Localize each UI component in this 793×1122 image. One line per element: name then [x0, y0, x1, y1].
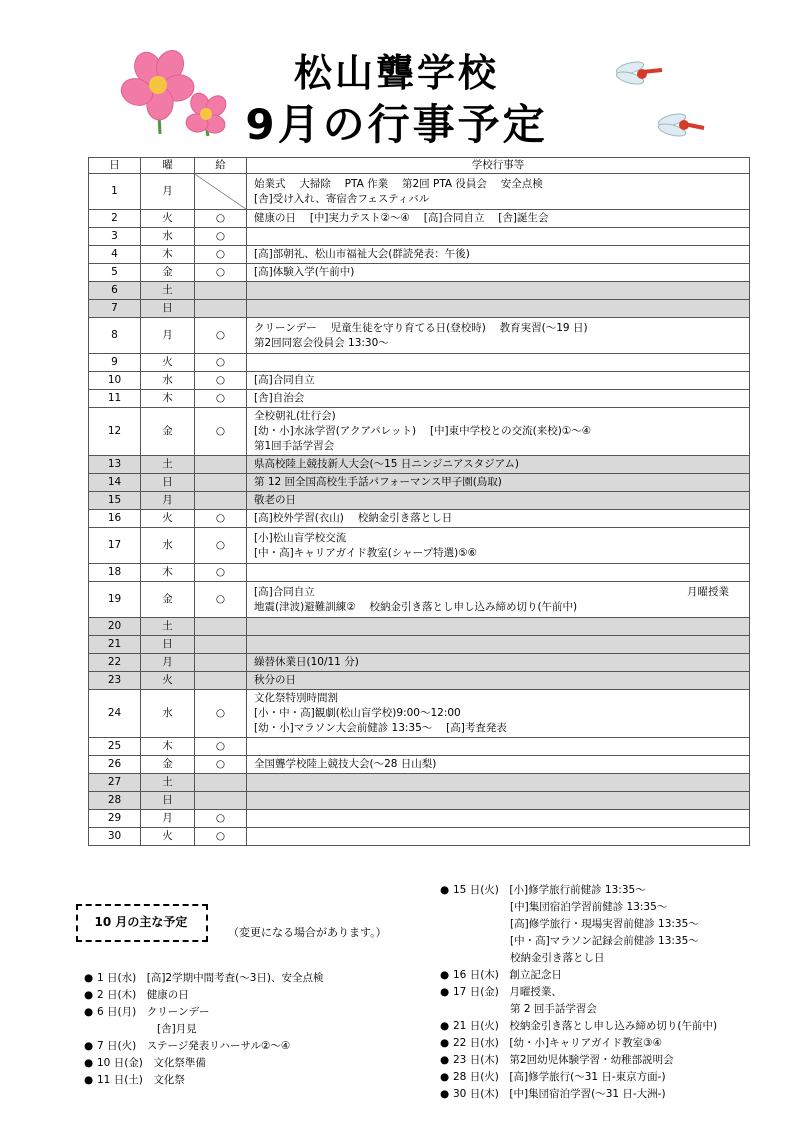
events-cell	[247, 654, 750, 672]
weekday-cell: 木	[141, 564, 195, 582]
lunch-cell	[195, 492, 247, 510]
october-item	[440, 1018, 717, 1035]
bullet-icon: ●	[440, 969, 450, 981]
events-cell	[247, 408, 750, 456]
october-item	[440, 1001, 717, 1018]
table-row	[89, 738, 750, 756]
lunch-cell	[195, 456, 247, 474]
table-row	[89, 582, 750, 618]
header-lunch: 給	[195, 158, 247, 174]
weekday-cell: 土	[141, 774, 195, 792]
event-line: 文化祭特別時間割	[254, 692, 338, 704]
lunch-cell: ○	[195, 828, 247, 846]
header-weekday: 曜	[141, 158, 195, 174]
october-text: [舎]月見	[157, 1023, 197, 1035]
header-day: 日	[89, 158, 141, 174]
october-item	[84, 1055, 323, 1072]
day-cell: 25	[89, 738, 141, 756]
table-row	[89, 300, 750, 318]
lunch-cell	[195, 174, 247, 210]
lunch-cell	[195, 654, 247, 672]
schedule-body	[89, 174, 750, 846]
weekday-cell: 火	[141, 828, 195, 846]
october-text: 校納金引き落とし申し込み締め切り(午前中)	[509, 1020, 718, 1032]
bullet-icon: ●	[84, 989, 94, 1001]
weekday-cell: 木	[141, 390, 195, 408]
events-cell	[247, 528, 750, 564]
table-row	[89, 390, 750, 408]
october-left-list	[84, 970, 323, 1089]
table-row	[89, 636, 750, 654]
bullet-icon: ●	[440, 986, 450, 998]
october-text: クリーンデー	[146, 1006, 210, 1018]
events-cell	[247, 582, 750, 618]
header-events: 学校行事等	[247, 158, 750, 174]
events-cell	[247, 738, 750, 756]
october-text: 健康の日	[146, 989, 189, 1001]
event-line: 地震(津波)避難訓練② 校納金引き落とし申し込み締め切り(午前中)	[254, 600, 578, 613]
lunch-cell: ○	[195, 354, 247, 372]
event-note: 月曜授業	[687, 585, 729, 598]
schedule-table	[88, 157, 750, 846]
day-cell: 5	[89, 264, 141, 282]
october-date: 1 日(水)	[97, 972, 137, 984]
day-cell: 1	[89, 174, 141, 210]
october-text: [幼・小]キャリアガイド教室③④	[509, 1037, 663, 1049]
day-cell: 11	[89, 390, 141, 408]
lunch-cell	[195, 636, 247, 654]
events-cell	[247, 564, 750, 582]
table-row	[89, 492, 750, 510]
bullet-icon: ●	[84, 1006, 94, 1018]
lunch-cell	[195, 618, 247, 636]
weekday-cell: 月	[141, 492, 195, 510]
events-cell	[247, 636, 750, 654]
table-row	[89, 282, 750, 300]
table-row	[89, 210, 750, 228]
table-row	[89, 228, 750, 246]
october-date: 22 日(水)	[453, 1037, 499, 1049]
lunch-cell: ○	[195, 810, 247, 828]
lunch-cell: ○	[195, 210, 247, 228]
october-date: 6 日(月)	[97, 1006, 137, 1018]
weekday-cell: 水	[141, 690, 195, 738]
october-item	[440, 916, 717, 933]
flower-icon	[108, 44, 238, 139]
lunch-cell: ○	[195, 318, 247, 354]
weekday-cell: 月	[141, 174, 195, 210]
october-item	[84, 1038, 323, 1055]
october-item	[84, 1072, 323, 1089]
events-cell	[247, 300, 750, 318]
lunch-cell: ○	[195, 246, 247, 264]
table-row	[89, 828, 750, 846]
table-row	[89, 564, 750, 582]
october-text: [高]2学期中間考査(～3日)、安全点検	[146, 972, 324, 984]
table-row	[89, 354, 750, 372]
lunch-cell: ○	[195, 510, 247, 528]
events-cell	[247, 828, 750, 846]
day-cell: 19	[89, 582, 141, 618]
october-note: （変更になる場合があります。）	[228, 926, 387, 939]
lunch-cell	[195, 774, 247, 792]
event-line: 第2回同窓会役員会 13:30～	[254, 336, 389, 349]
weekday-cell: 火	[141, 510, 195, 528]
table-row	[89, 618, 750, 636]
october-date: 21 日(火)	[453, 1020, 499, 1032]
weekday-cell: 火	[141, 354, 195, 372]
event-line: [高]体験入学(午前中)	[254, 266, 355, 278]
october-text: [中]集団宿泊学習(～31 日-大洲-)	[509, 1088, 666, 1100]
events-cell	[247, 618, 750, 636]
october-text: [小]修学旅行前健診 13:35～	[509, 884, 646, 896]
table-row	[89, 528, 750, 564]
table-row	[89, 408, 750, 456]
october-text: 第 2 回手話学習会	[510, 1003, 597, 1015]
day-cell: 26	[89, 756, 141, 774]
weekday-cell: 月	[141, 810, 195, 828]
day-cell: 14	[89, 474, 141, 492]
event-line: [中・高]キャリアガイド教室(シャープ特選)⑤⑥	[254, 546, 478, 559]
event-line: [高]部朝礼、松山市福祉大会(群読発表：午後)	[254, 248, 470, 260]
table-row	[89, 318, 750, 354]
october-text: [高]修学旅行・現場実習前健診 13:35～	[510, 918, 699, 930]
lunch-cell: ○	[195, 738, 247, 756]
table-row	[89, 456, 750, 474]
events-cell	[247, 318, 750, 354]
event-text: [高]合同自立	[254, 585, 315, 598]
weekday-cell: 金	[141, 408, 195, 456]
event-line: 敬老の日	[254, 494, 296, 506]
lunch-cell	[195, 300, 247, 318]
october-text: 文化祭	[153, 1074, 185, 1086]
table-row	[89, 246, 750, 264]
lunch-cell	[195, 474, 247, 492]
day-cell: 9	[89, 354, 141, 372]
october-item	[440, 950, 717, 967]
table-row	[89, 792, 750, 810]
event-line: 全国聾学校陸上競技大会(～28 日山梨)	[254, 758, 437, 770]
events-cell	[247, 246, 750, 264]
october-item	[440, 1035, 717, 1052]
october-text: 月曜授業、	[509, 986, 562, 998]
table-row	[89, 672, 750, 690]
events-cell	[247, 174, 750, 210]
october-date: 2 日(木)	[97, 989, 137, 1001]
october-date: 17 日(金)	[453, 986, 499, 998]
lunch-cell: ○	[195, 690, 247, 738]
table-row	[89, 756, 750, 774]
day-cell: 16	[89, 510, 141, 528]
day-cell: 4	[89, 246, 141, 264]
day-cell: 3	[89, 228, 141, 246]
table-row	[89, 690, 750, 738]
lunch-cell	[195, 792, 247, 810]
lunch-cell: ○	[195, 228, 247, 246]
table-row	[89, 810, 750, 828]
weekday-cell: 月	[141, 654, 195, 672]
lunch-cell: ○	[195, 390, 247, 408]
day-cell: 6	[89, 282, 141, 300]
table-row	[89, 474, 750, 492]
events-cell	[247, 690, 750, 738]
weekday-cell: 月	[141, 318, 195, 354]
event-line: 第 12 回全国高校生手話パフォーマンス甲子園(鳥取)	[254, 476, 502, 488]
event-line: 繰替休業日(10/11 分)	[254, 656, 359, 668]
bullet-icon: ●	[84, 972, 94, 984]
october-text: ステージ発表リハーサル②～④	[146, 1040, 291, 1052]
day-cell: 30	[89, 828, 141, 846]
weekday-cell: 日	[141, 636, 195, 654]
event-line	[254, 585, 745, 600]
event-line: 県高校陸上競技新人大会(～15 日ニンジニアスタジアム)	[254, 458, 519, 470]
bullet-icon: ●	[84, 1040, 94, 1052]
event-line: [高]校外学習(衣山) 校納金引き落とし日	[254, 512, 453, 524]
weekday-cell: 水	[141, 372, 195, 390]
october-item	[440, 984, 717, 1001]
table-header-row	[89, 158, 750, 174]
weekday-cell: 木	[141, 738, 195, 756]
lunch-cell: ○	[195, 264, 247, 282]
event-line: [舎]自治会	[254, 392, 305, 404]
lunch-cell: ○	[195, 564, 247, 582]
october-text: 創立記念日	[509, 969, 562, 981]
october-item	[440, 882, 717, 899]
event-line: 第1回手話学習会	[254, 440, 335, 452]
day-cell: 8	[89, 318, 141, 354]
event-line: 始業式 大掃除 PTA 作業 第2回 PTA 役員会 安全点検	[254, 177, 543, 190]
day-cell: 20	[89, 618, 141, 636]
october-item	[440, 899, 717, 916]
day-cell: 18	[89, 564, 141, 582]
bullet-icon: ●	[440, 1037, 450, 1049]
weekday-cell: 金	[141, 582, 195, 618]
october-date: 23 日(木)	[453, 1054, 499, 1066]
october-date: 16 日(木)	[453, 969, 499, 981]
events-cell	[247, 672, 750, 690]
event-line: 秋分の日	[254, 674, 296, 686]
events-cell	[247, 390, 750, 408]
day-cell: 28	[89, 792, 141, 810]
school-title: 松山聾学校	[293, 51, 499, 95]
october-right-list	[440, 882, 717, 1103]
day-cell: 13	[89, 456, 141, 474]
event-line: クリーンデー 児童生徒を守り育てる日(登校時) 教育実習(～19 日)	[254, 321, 588, 334]
events-cell	[247, 228, 750, 246]
october-item	[84, 970, 323, 987]
bullet-icon: ●	[440, 884, 450, 896]
weekday-cell: 水	[141, 528, 195, 564]
events-cell	[247, 510, 750, 528]
events-cell	[247, 774, 750, 792]
october-item	[440, 933, 717, 950]
october-item	[440, 1069, 717, 1086]
october-date: 15 日(火)	[453, 884, 499, 896]
weekday-cell: 火	[141, 672, 195, 690]
table-row	[89, 774, 750, 792]
month-title: 9月の行事予定	[245, 100, 548, 149]
lunch-cell	[195, 672, 247, 690]
events-cell	[247, 372, 750, 390]
day-cell: 22	[89, 654, 141, 672]
lunch-cell: ○	[195, 372, 247, 390]
event-line: [小]松山盲学校交流	[254, 531, 347, 544]
october-item	[440, 1086, 717, 1103]
event-line: [高]合同自立	[254, 374, 315, 386]
october-item	[440, 1052, 717, 1069]
event-line: [幼・小]マラソン大会前健診 13:35～ [高]考査発表	[254, 722, 507, 734]
october-item	[84, 1004, 323, 1021]
events-cell	[247, 756, 750, 774]
october-date: 10 日(金)	[97, 1057, 143, 1069]
dragonfly-icon	[612, 54, 712, 144]
weekday-cell: 水	[141, 228, 195, 246]
event-line: [小・中・高]観劇(松山盲学校)9:00～12:00	[254, 707, 461, 719]
lunch-cell: ○	[195, 582, 247, 618]
bullet-icon: ●	[440, 1020, 450, 1032]
event-line: 全校朝礼(壮行会)	[254, 410, 336, 422]
event-line: 健康の日 [中]実力テスト②～④ [高]合同自立 [舎]誕生会	[254, 212, 549, 224]
day-cell: 15	[89, 492, 141, 510]
day-cell: 2	[89, 210, 141, 228]
events-cell	[247, 282, 750, 300]
weekday-cell: 火	[141, 210, 195, 228]
october-text: 文化祭準備	[153, 1057, 206, 1069]
october-date: 7 日(火)	[97, 1040, 137, 1052]
events-cell	[247, 810, 750, 828]
day-cell: 7	[89, 300, 141, 318]
bullet-icon: ●	[440, 1054, 450, 1066]
lunch-cell	[195, 282, 247, 300]
table-row	[89, 372, 750, 390]
october-item	[440, 967, 717, 984]
weekday-cell: 日	[141, 792, 195, 810]
bullet-icon: ●	[440, 1071, 450, 1083]
october-text: [高]修学旅行(～31 日-東京方面-)	[509, 1071, 666, 1083]
events-cell	[247, 210, 750, 228]
october-text: [中]集団宿泊学習前健診 13:35～	[510, 901, 668, 913]
events-cell	[247, 456, 750, 474]
october-title: 10 月の主な予定	[94, 915, 188, 929]
events-cell	[247, 492, 750, 510]
day-cell: 12	[89, 408, 141, 456]
events-cell	[247, 792, 750, 810]
october-text: 校納金引き落とし日	[510, 952, 605, 964]
weekday-cell: 土	[141, 282, 195, 300]
day-cell: 17	[89, 528, 141, 564]
bullet-icon: ●	[84, 1057, 94, 1069]
october-item	[84, 1021, 323, 1038]
bullet-icon: ●	[440, 1088, 450, 1100]
events-cell	[247, 474, 750, 492]
day-cell: 23	[89, 672, 141, 690]
october-item	[84, 987, 323, 1004]
october-text: 第2回幼児体験学習・幼稚部説明会	[509, 1054, 674, 1066]
weekday-cell: 木	[141, 246, 195, 264]
table-row	[89, 264, 750, 282]
october-date: 30 日(木)	[453, 1088, 499, 1100]
october-text: [中・高]マラソン記録会前健診 13:35～	[510, 935, 699, 947]
table-row	[89, 654, 750, 672]
table-row	[89, 174, 750, 210]
weekday-cell: 日	[141, 474, 195, 492]
weekday-cell: 日	[141, 300, 195, 318]
weekday-cell: 金	[141, 264, 195, 282]
day-cell: 10	[89, 372, 141, 390]
day-cell: 27	[89, 774, 141, 792]
lunch-cell: ○	[195, 408, 247, 456]
day-cell: 24	[89, 690, 141, 738]
day-cell: 29	[89, 810, 141, 828]
events-cell	[247, 264, 750, 282]
weekday-cell: 土	[141, 456, 195, 474]
october-date: 28 日(火)	[453, 1071, 499, 1083]
events-cell	[247, 354, 750, 372]
lunch-cell: ○	[195, 528, 247, 564]
table-row	[89, 510, 750, 528]
lunch-cell: ○	[195, 756, 247, 774]
weekday-cell: 金	[141, 756, 195, 774]
event-line: [幼・小]水泳学習(アクアパレット) [中]東中学校との交流(来校)①～④	[254, 425, 592, 437]
bullet-icon: ●	[84, 1074, 94, 1086]
october-date: 11 日(土)	[97, 1074, 143, 1086]
event-line: [舎]受け入れ、寄宿舎フェスティバル	[254, 192, 430, 205]
day-cell: 21	[89, 636, 141, 654]
weekday-cell: 土	[141, 618, 195, 636]
